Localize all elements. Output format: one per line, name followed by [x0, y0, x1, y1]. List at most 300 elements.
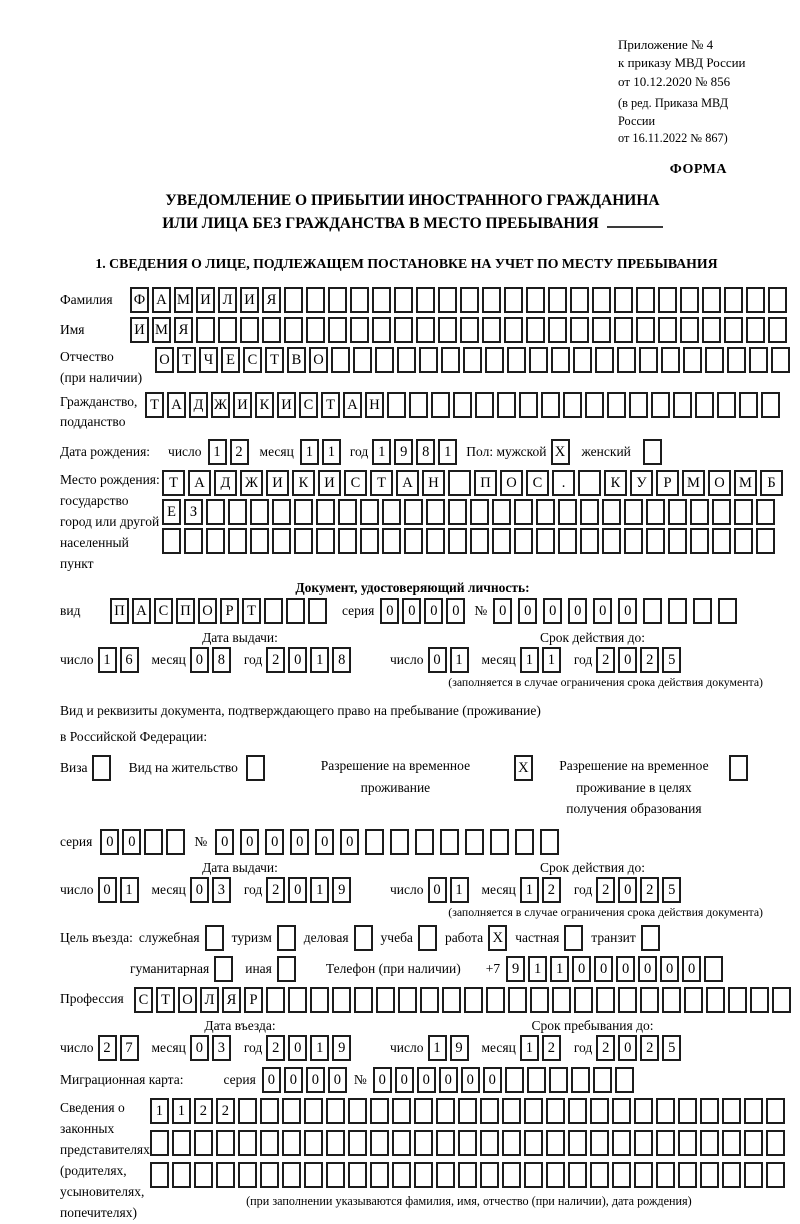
char-cell[interactable]	[470, 528, 489, 554]
char-cell[interactable]	[438, 287, 457, 313]
char-cell[interactable]: Л	[200, 987, 219, 1013]
char-cell[interactable]	[744, 1098, 763, 1124]
char-cell[interactable]	[394, 287, 413, 313]
profession-cells[interactable]	[134, 987, 794, 1013]
char-cell[interactable]	[706, 987, 725, 1013]
char-cell[interactable]	[551, 347, 570, 373]
char-cell[interactable]: Р	[244, 987, 263, 1013]
char-cell[interactable]: 0	[424, 598, 443, 624]
citizenship-cells[interactable]	[145, 392, 783, 418]
char-cell[interactable]: 0	[328, 1067, 347, 1093]
char-cell[interactable]: С	[134, 987, 153, 1013]
char-cell[interactable]	[734, 499, 753, 525]
char-cell[interactable]: 5	[662, 647, 681, 673]
birth-month-cells[interactable]	[300, 439, 344, 465]
char-cell[interactable]: П	[176, 598, 195, 624]
char-cell[interactable]	[585, 392, 604, 418]
char-cell[interactable]	[526, 287, 545, 313]
purpose-work-checkbox[interactable]: X	[488, 925, 507, 951]
char-cell[interactable]	[728, 987, 747, 1013]
legal-reps-row1-cells[interactable]	[150, 1098, 788, 1124]
char-cell[interactable]	[515, 829, 534, 855]
char-cell[interactable]: О	[155, 347, 174, 373]
char-cell[interactable]	[558, 528, 577, 554]
char-cell[interactable]	[304, 1130, 323, 1156]
char-cell[interactable]	[507, 347, 526, 373]
char-cell[interactable]: 0	[618, 1035, 637, 1061]
char-cell[interactable]	[530, 987, 549, 1013]
char-cell[interactable]	[286, 598, 305, 624]
char-cell[interactable]	[458, 1162, 477, 1188]
char-cell[interactable]: 0	[98, 877, 117, 903]
char-cell[interactable]	[766, 1130, 785, 1156]
char-cell[interactable]	[316, 528, 335, 554]
char-cell[interactable]: 8	[416, 439, 435, 465]
char-cell[interactable]	[438, 317, 457, 343]
char-cell[interactable]: С	[526, 470, 549, 496]
char-cell[interactable]	[397, 347, 416, 373]
char-cell[interactable]: Н	[365, 392, 384, 418]
char-cell[interactable]: 0	[262, 1067, 281, 1093]
char-cell[interactable]: 0	[572, 956, 591, 982]
char-cell[interactable]	[549, 1067, 568, 1093]
char-cell[interactable]	[485, 347, 504, 373]
char-cell[interactable]	[206, 528, 225, 554]
char-cell[interactable]: И	[318, 470, 341, 496]
char-cell[interactable]	[150, 1162, 169, 1188]
char-cell[interactable]: 1	[310, 647, 329, 673]
char-cell[interactable]	[524, 1098, 543, 1124]
char-cell[interactable]: 1	[322, 439, 341, 465]
char-cell[interactable]	[218, 317, 237, 343]
char-cell[interactable]	[724, 287, 743, 313]
char-cell[interactable]: Я	[222, 987, 241, 1013]
char-cell[interactable]	[306, 287, 325, 313]
char-cell[interactable]: Т	[265, 347, 284, 373]
char-cell[interactable]	[536, 528, 555, 554]
char-cell[interactable]: 0	[446, 598, 465, 624]
char-cell[interactable]	[458, 1098, 477, 1124]
char-cell[interactable]: 2	[640, 647, 659, 673]
char-cell[interactable]	[250, 499, 269, 525]
char-cell[interactable]	[734, 528, 753, 554]
migcard-series-cells[interactable]	[262, 1067, 350, 1093]
char-cell[interactable]	[756, 528, 775, 554]
char-cell[interactable]	[690, 499, 709, 525]
char-cell[interactable]	[348, 1162, 367, 1188]
char-cell[interactable]	[614, 287, 633, 313]
char-cell[interactable]: Т	[370, 470, 393, 496]
char-cell[interactable]	[568, 1130, 587, 1156]
doc-valid-day[interactable]	[428, 647, 472, 673]
char-cell[interactable]	[250, 528, 269, 554]
char-cell[interactable]: 0	[288, 647, 307, 673]
char-cell[interactable]	[662, 987, 681, 1013]
char-cell[interactable]: И	[233, 392, 252, 418]
char-cell[interactable]	[206, 499, 225, 525]
char-cell[interactable]	[749, 347, 768, 373]
char-cell[interactable]	[514, 499, 533, 525]
char-cell[interactable]: 0	[682, 956, 701, 982]
char-cell[interactable]	[761, 392, 780, 418]
char-cell[interactable]	[612, 1098, 631, 1124]
char-cell[interactable]	[570, 287, 589, 313]
char-cell[interactable]	[590, 1098, 609, 1124]
char-cell[interactable]	[294, 499, 313, 525]
char-cell[interactable]	[514, 528, 533, 554]
char-cell[interactable]	[717, 392, 736, 418]
char-cell[interactable]: 1	[428, 1035, 447, 1061]
char-cell[interactable]	[634, 1162, 653, 1188]
char-cell[interactable]	[372, 287, 391, 313]
char-cell[interactable]: 3	[212, 1035, 231, 1061]
char-cell[interactable]: 5	[662, 877, 681, 903]
char-cell[interactable]	[272, 499, 291, 525]
char-cell[interactable]	[636, 287, 655, 313]
char-cell[interactable]	[282, 1098, 301, 1124]
purpose-commercial-checkbox[interactable]	[354, 925, 373, 951]
char-cell[interactable]	[390, 829, 409, 855]
phone-cells[interactable]	[506, 956, 726, 982]
char-cell[interactable]	[768, 317, 787, 343]
stay-day[interactable]	[428, 1035, 472, 1061]
char-cell[interactable]	[284, 317, 303, 343]
char-cell[interactable]	[387, 392, 406, 418]
char-cell[interactable]: 2	[98, 1035, 117, 1061]
char-cell[interactable]	[310, 987, 329, 1013]
char-cell[interactable]	[264, 598, 283, 624]
char-cell[interactable]	[570, 317, 589, 343]
char-cell[interactable]	[568, 1098, 587, 1124]
char-cell[interactable]	[705, 347, 724, 373]
char-cell[interactable]	[746, 317, 765, 343]
char-cell[interactable]	[502, 1098, 521, 1124]
char-cell[interactable]	[727, 347, 746, 373]
doc-number-cells[interactable]	[493, 598, 743, 624]
char-cell[interactable]: 0	[428, 647, 447, 673]
char-cell[interactable]: О	[500, 470, 523, 496]
char-cell[interactable]: 1	[120, 877, 139, 903]
char-cell[interactable]	[436, 1162, 455, 1188]
char-cell[interactable]: 6	[120, 647, 139, 673]
char-cell[interactable]	[772, 987, 791, 1013]
char-cell[interactable]	[673, 392, 692, 418]
char-cell[interactable]	[756, 499, 775, 525]
char-cell[interactable]	[646, 528, 665, 554]
legal-reps-row3-cells[interactable]	[150, 1162, 788, 1188]
char-cell[interactable]	[398, 987, 417, 1013]
char-cell[interactable]	[536, 499, 555, 525]
char-cell[interactable]	[420, 987, 439, 1013]
char-cell[interactable]	[426, 499, 445, 525]
char-cell[interactable]	[144, 829, 163, 855]
char-cell[interactable]	[350, 287, 369, 313]
char-cell[interactable]	[746, 287, 765, 313]
char-cell[interactable]	[282, 1162, 301, 1188]
char-cell[interactable]	[722, 1130, 741, 1156]
char-cell[interactable]	[519, 392, 538, 418]
char-cell[interactable]	[580, 528, 599, 554]
char-cell[interactable]	[702, 317, 721, 343]
char-cell[interactable]: К	[604, 470, 627, 496]
char-cell[interactable]: Ж	[240, 470, 263, 496]
char-cell[interactable]: 0	[518, 598, 537, 624]
char-cell[interactable]: Ч	[199, 347, 218, 373]
entry-month[interactable]	[190, 1035, 234, 1061]
char-cell[interactable]	[150, 1130, 169, 1156]
char-cell[interactable]	[602, 528, 621, 554]
char-cell[interactable]: Я	[262, 287, 281, 313]
char-cell[interactable]	[750, 987, 769, 1013]
char-cell[interactable]	[526, 317, 545, 343]
char-cell[interactable]: Л	[218, 287, 237, 313]
char-cell[interactable]	[326, 1130, 345, 1156]
char-cell[interactable]: 2	[640, 1035, 659, 1061]
char-cell[interactable]	[680, 287, 699, 313]
char-cell[interactable]: С	[299, 392, 318, 418]
char-cell[interactable]	[661, 347, 680, 373]
char-cell[interactable]: Ж	[211, 392, 230, 418]
char-cell[interactable]	[646, 499, 665, 525]
char-cell[interactable]	[668, 499, 687, 525]
doc-issue-year[interactable]	[266, 647, 354, 673]
char-cell[interactable]: 0	[265, 829, 284, 855]
doc-valid-month[interactable]	[520, 647, 564, 673]
char-cell[interactable]: 2	[542, 1035, 561, 1061]
char-cell[interactable]	[658, 317, 677, 343]
char-cell[interactable]: 2	[266, 647, 285, 673]
char-cell[interactable]	[404, 528, 423, 554]
char-cell[interactable]	[724, 317, 743, 343]
char-cell[interactable]	[684, 987, 703, 1013]
char-cell[interactable]: З	[184, 499, 203, 525]
entry-year[interactable]	[266, 1035, 354, 1061]
char-cell[interactable]	[668, 528, 687, 554]
char-cell[interactable]	[766, 1162, 785, 1188]
char-cell[interactable]	[436, 1130, 455, 1156]
char-cell[interactable]: 2	[194, 1098, 213, 1124]
char-cell[interactable]: 0	[190, 647, 209, 673]
char-cell[interactable]	[718, 598, 737, 624]
char-cell[interactable]	[240, 317, 259, 343]
char-cell[interactable]: 2	[640, 877, 659, 903]
char-cell[interactable]: 1	[542, 647, 561, 673]
residence-permit-checkbox[interactable]	[246, 755, 265, 781]
char-cell[interactable]: А	[132, 598, 151, 624]
rvp-issue-day[interactable]	[98, 877, 142, 903]
rvp-valid-day[interactable]	[428, 877, 472, 903]
purpose-private-checkbox[interactable]	[564, 925, 583, 951]
char-cell[interactable]	[350, 317, 369, 343]
char-cell[interactable]: 9	[332, 877, 351, 903]
char-cell[interactable]: 8	[212, 647, 231, 673]
char-cell[interactable]: 0	[461, 1067, 480, 1093]
char-cell[interactable]	[331, 347, 350, 373]
char-cell[interactable]: 2	[596, 877, 615, 903]
char-cell[interactable]	[416, 287, 435, 313]
temp-residence-checkbox[interactable]: X	[514, 755, 533, 781]
char-cell[interactable]	[394, 317, 413, 343]
char-cell[interactable]: Е	[162, 499, 181, 525]
char-cell[interactable]: К	[292, 470, 315, 496]
char-cell[interactable]: О	[309, 347, 328, 373]
stay-month[interactable]	[520, 1035, 564, 1061]
stay-year[interactable]	[596, 1035, 684, 1061]
char-cell[interactable]	[458, 1130, 477, 1156]
char-cell[interactable]: 2	[266, 877, 285, 903]
doc-valid-year[interactable]	[596, 647, 684, 673]
char-cell[interactable]	[504, 287, 523, 313]
char-cell[interactable]: Д	[189, 392, 208, 418]
surname-cells[interactable]	[130, 287, 790, 313]
char-cell[interactable]: Т	[156, 987, 175, 1013]
char-cell[interactable]: 0	[288, 1035, 307, 1061]
char-cell[interactable]: П	[474, 470, 497, 496]
char-cell[interactable]: 0	[593, 598, 612, 624]
char-cell[interactable]: 0	[568, 598, 587, 624]
char-cell[interactable]	[700, 1130, 719, 1156]
char-cell[interactable]: О	[198, 598, 217, 624]
char-cell[interactable]	[326, 1162, 345, 1188]
char-cell[interactable]: А	[343, 392, 362, 418]
char-cell[interactable]: 0	[340, 829, 359, 855]
purpose-humanitarian-checkbox[interactable]	[214, 956, 233, 982]
char-cell[interactable]	[480, 1098, 499, 1124]
char-cell[interactable]	[338, 499, 357, 525]
char-cell[interactable]: М	[174, 287, 193, 313]
char-cell[interactable]: 0	[306, 1067, 325, 1093]
char-cell[interactable]: 0	[402, 598, 421, 624]
char-cell[interactable]	[592, 287, 611, 313]
char-cell[interactable]	[502, 1130, 521, 1156]
char-cell[interactable]: 9	[450, 1035, 469, 1061]
char-cell[interactable]	[704, 956, 723, 982]
char-cell[interactable]: 0	[594, 956, 613, 982]
doc-series-cells[interactable]	[380, 598, 468, 624]
char-cell[interactable]	[414, 1130, 433, 1156]
char-cell[interactable]	[678, 1130, 697, 1156]
char-cell[interactable]	[492, 528, 511, 554]
char-cell[interactable]	[370, 1130, 389, 1156]
char-cell[interactable]	[360, 528, 379, 554]
char-cell[interactable]: Р	[220, 598, 239, 624]
char-cell[interactable]	[262, 317, 281, 343]
char-cell[interactable]: 2	[230, 439, 249, 465]
char-cell[interactable]	[612, 1162, 631, 1188]
visa-checkbox[interactable]	[92, 755, 111, 781]
char-cell[interactable]	[480, 1162, 499, 1188]
char-cell[interactable]	[541, 392, 560, 418]
birth-day-cells[interactable]	[208, 439, 252, 465]
char-cell[interactable]	[722, 1098, 741, 1124]
char-cell[interactable]: 0	[439, 1067, 458, 1093]
char-cell[interactable]	[502, 1162, 521, 1188]
char-cell[interactable]: 7	[120, 1035, 139, 1061]
char-cell[interactable]	[348, 1098, 367, 1124]
char-cell[interactable]	[480, 1130, 499, 1156]
char-cell[interactable]: 1	[528, 956, 547, 982]
char-cell[interactable]: А	[396, 470, 419, 496]
char-cell[interactable]: 1	[98, 647, 117, 673]
char-cell[interactable]	[196, 317, 215, 343]
char-cell[interactable]: 1	[438, 439, 457, 465]
char-cell[interactable]	[416, 317, 435, 343]
purpose-tourism-checkbox[interactable]	[277, 925, 296, 951]
char-cell[interactable]: О	[178, 987, 197, 1013]
char-cell[interactable]: 0	[428, 877, 447, 903]
char-cell[interactable]	[524, 1162, 543, 1188]
char-cell[interactable]: 1	[208, 439, 227, 465]
char-cell[interactable]	[172, 1162, 191, 1188]
char-cell[interactable]	[166, 829, 185, 855]
char-cell[interactable]: У	[630, 470, 653, 496]
char-cell[interactable]	[700, 1162, 719, 1188]
char-cell[interactable]	[238, 1098, 257, 1124]
char-cell[interactable]	[328, 287, 347, 313]
char-cell[interactable]	[656, 1130, 675, 1156]
birthplace-row2-cells[interactable]	[162, 499, 778, 525]
char-cell[interactable]: 1	[150, 1098, 169, 1124]
char-cell[interactable]	[228, 499, 247, 525]
char-cell[interactable]	[492, 499, 511, 525]
rvp-number-cells[interactable]	[215, 829, 565, 855]
char-cell[interactable]	[595, 347, 614, 373]
char-cell[interactable]	[546, 1130, 565, 1156]
char-cell[interactable]	[348, 1130, 367, 1156]
char-cell[interactable]	[392, 1130, 411, 1156]
char-cell[interactable]: 1	[450, 647, 469, 673]
char-cell[interactable]: И	[240, 287, 259, 313]
char-cell[interactable]	[441, 347, 460, 373]
char-cell[interactable]	[482, 317, 501, 343]
char-cell[interactable]: И	[277, 392, 296, 418]
migcard-number-cells[interactable]	[373, 1067, 637, 1093]
char-cell[interactable]	[693, 598, 712, 624]
char-cell[interactable]: Д	[214, 470, 237, 496]
char-cell[interactable]	[332, 987, 351, 1013]
birthplace-row1-cells[interactable]	[162, 470, 786, 496]
char-cell[interactable]	[615, 1067, 634, 1093]
char-cell[interactable]	[527, 1067, 546, 1093]
char-cell[interactable]	[700, 1098, 719, 1124]
char-cell[interactable]	[702, 287, 721, 313]
char-cell[interactable]	[607, 392, 626, 418]
legal-reps-row2-cells[interactable]	[150, 1130, 788, 1156]
char-cell[interactable]	[392, 1098, 411, 1124]
char-cell[interactable]: 0	[315, 829, 334, 855]
char-cell[interactable]: 0	[215, 829, 234, 855]
char-cell[interactable]	[308, 598, 327, 624]
char-cell[interactable]	[162, 528, 181, 554]
char-cell[interactable]	[668, 598, 687, 624]
char-cell[interactable]	[463, 347, 482, 373]
char-cell[interactable]: 0	[660, 956, 679, 982]
char-cell[interactable]	[294, 528, 313, 554]
char-cell[interactable]	[508, 987, 527, 1013]
char-cell[interactable]	[574, 987, 593, 1013]
char-cell[interactable]	[442, 987, 461, 1013]
char-cell[interactable]	[328, 317, 347, 343]
char-cell[interactable]	[282, 1130, 301, 1156]
char-cell[interactable]	[656, 1162, 675, 1188]
char-cell[interactable]	[546, 1098, 565, 1124]
char-cell[interactable]	[354, 987, 373, 1013]
char-cell[interactable]	[612, 1130, 631, 1156]
char-cell[interactable]: 0	[618, 647, 637, 673]
birthplace-row3-cells[interactable]	[162, 528, 778, 554]
char-cell[interactable]: И	[130, 317, 149, 343]
char-cell[interactable]	[482, 287, 501, 313]
